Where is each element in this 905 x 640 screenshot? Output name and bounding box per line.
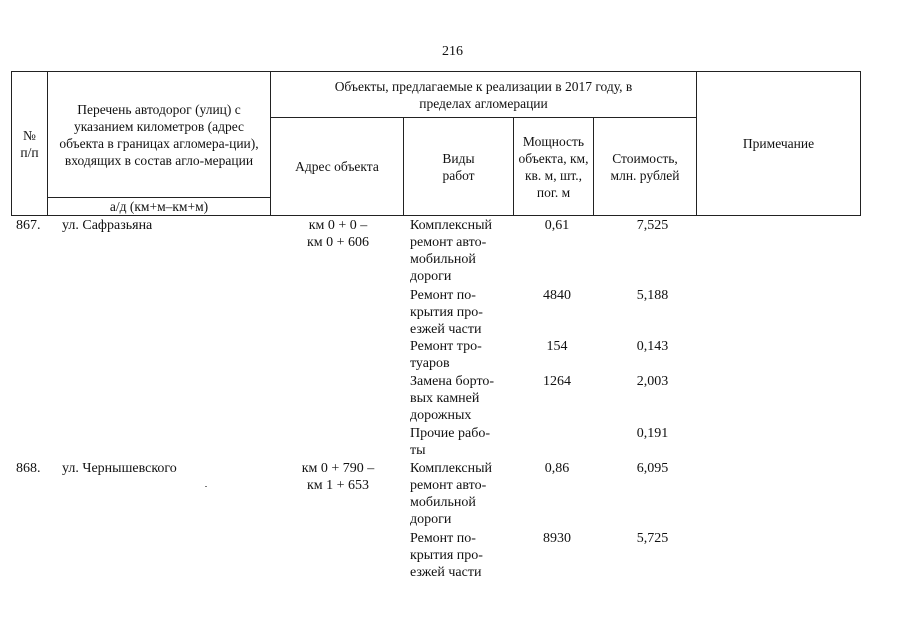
scan-speck <box>205 486 207 487</box>
work-type: Комплексный ремонт авто- мобильной дороги <box>410 461 492 527</box>
work-cost: 2,003 <box>636 374 669 389</box>
work-cost: 5,725 <box>636 531 669 546</box>
table-row <box>0 460 905 590</box>
row-number: 867. <box>16 218 41 233</box>
road-name: ул. Сафразьяна <box>62 218 153 233</box>
work-cost: 5,188 <box>636 288 669 303</box>
work-item <box>410 338 669 372</box>
work-item <box>410 530 669 581</box>
work-type: Замена борто- вых камней дорожных <box>410 374 495 423</box>
work-cost: 0,143 <box>636 339 669 354</box>
work-type: Ремонт по- крытия про- езжей части <box>410 288 483 337</box>
page-number: 216 <box>442 44 463 59</box>
work-cost: 6,095 <box>636 461 669 476</box>
work-type: Ремонт по- крытия про- езжей части <box>410 531 483 580</box>
table-row <box>0 217 905 457</box>
header-num: № п/п <box>12 72 48 216</box>
work-item <box>410 460 669 528</box>
header-roads-sub: а/д (км+м–км+м) <box>48 198 271 216</box>
work-cost: 7,525 <box>636 218 669 233</box>
work-power: 4840 <box>543 288 571 303</box>
object-address: км 0 + 790 – км 1 + 653 <box>301 461 375 493</box>
work-type: Комплексный ремонт авто- мобильной дороги <box>410 218 492 284</box>
header-address: Адрес объекта <box>271 118 404 216</box>
header-objects: Объекты, предлагаемые к реализации в 2017 году, в пределах агломерации <box>271 72 697 118</box>
work-type: Прочие рабо- ты <box>410 426 490 458</box>
object-address: км 0 + 0 – км 0 + 606 <box>306 218 370 250</box>
work-cost: 0,191 <box>636 426 669 441</box>
road-name: ул. Чернышевского <box>62 461 177 476</box>
work-power: 0,86 <box>544 461 570 476</box>
header-works: Виды работ <box>404 118 514 216</box>
work-type: Ремонт тро- туаров <box>410 339 482 371</box>
header-note: Примечание <box>697 72 861 216</box>
work-item <box>410 373 669 424</box>
header-roads: Перечень автодорог (улиц) с указанием километров (адрес объекта в границах агломера-ции), входящих в состав агло-мерации <box>48 72 271 198</box>
work-item <box>410 287 669 338</box>
work-power: 0,61 <box>544 218 570 233</box>
work-power: 154 <box>546 339 568 354</box>
header-power: Мощность объекта, км, кв. м, шт., пог. м <box>514 118 594 216</box>
table-header <box>11 71 861 216</box>
row-number: 868. <box>16 461 41 476</box>
work-power: 1264 <box>543 374 571 389</box>
work-item <box>410 425 669 459</box>
work-item <box>410 217 669 285</box>
work-power: 8930 <box>543 531 571 546</box>
header-cost: Стоимость, млн. рублей <box>594 118 697 216</box>
